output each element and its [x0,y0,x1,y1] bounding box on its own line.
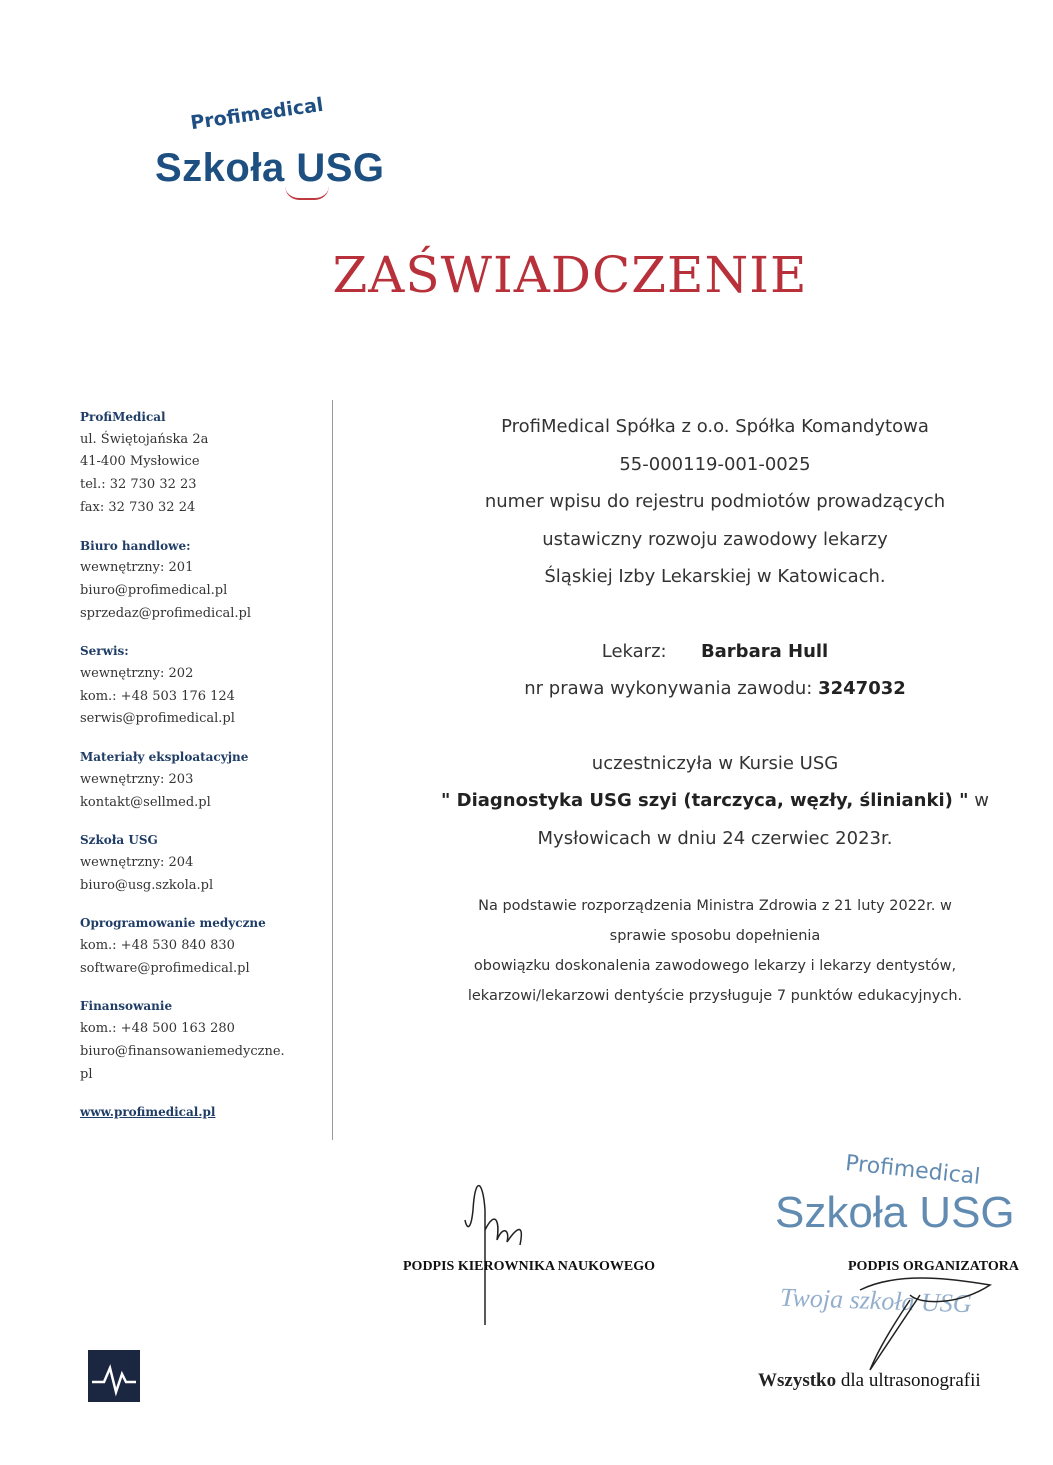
course-intro: uczestniczyła w Kursie USG [591,752,839,774]
contact-section [80,912,330,980]
contact-line: tel.: 32 730 32 23 [80,477,197,493]
contact-section [80,829,330,897]
contact-line[interactable]: kontakt@sellmed.pl [80,794,211,810]
contact-line: wewnętrzny: 204 [80,854,194,870]
contact-line[interactable]: biuro@usg.szkola.pl [80,877,214,893]
legal-line: sprawie sposobu dopełnienia [609,928,821,944]
logo-smile-icon [285,186,329,200]
website-link[interactable]: www.profimedical.pl [80,1105,216,1120]
contact-line: pl [80,1066,93,1082]
divider [332,400,333,1140]
contact-section-heading: Biuro handlowe: [80,538,191,553]
contact-section-heading: Materiały eksploatacyjne [80,750,249,765]
contact-line: kom.: +48 503 176 124 [80,688,235,704]
contact-line[interactable]: sprzedaz@profimedical.pl [80,605,252,621]
signature-label-organizer: PODPIS ORGANIZATORA [848,1259,1020,1274]
contact-line: wewnętrzny: 203 [80,771,194,787]
org-line: numer wpisu do rejestru podmiotów prowadzących [484,491,946,512]
registry-number: 55-000119-001-0025 [619,453,811,475]
contact-section [80,406,330,520]
signature-left [455,1170,545,1330]
org-line: ustawiczny rozwoju zawodowy lekarzy [542,528,888,550]
contact-line: fax: 32 730 32 24 [80,499,196,515]
legal-line: Na podstawie rozporządzenia Ministra Zdrowia z 21 luty 2022r. w [478,898,952,914]
slogan: Wszystko dla ultrasonografii [758,1370,981,1391]
contact-line: kom.: +48 500 163 280 [80,1021,235,1037]
contact-line: 41-400 Mysłowice [80,454,200,470]
contact-section [80,995,330,1086]
contact-section-heading: Finansowanie [80,999,173,1014]
org-name: ProfiMedical Spółka z o.o. Spółka Komandytowa [501,416,929,437]
contact-line: kom.: +48 530 840 830 [80,938,235,954]
certificate-body [420,412,1010,1011]
course-name: " Diagnostyka USG szyi (tarczyca, węzły, ślinianki) " [441,790,969,811]
course-place-date: Mysłowicach w dniu 24 czerwiec 2023r. [537,827,893,849]
doctor-row: Lekarz: Barbara Hull [601,640,829,662]
contact-section-heading: Oprogramowanie medyczne [80,916,266,931]
contact-line[interactable]: biuro@finansowaniemedyczne. [80,1043,285,1059]
logo-main-text: Szkoła USG [155,146,385,190]
doctor-name: Barbara Hull [700,640,829,662]
contact-line[interactable]: software@profimedical.pl [80,960,250,976]
contact-sidebar [80,406,330,1124]
contact-section-heading: Serwis: [80,644,129,659]
contact-section-heading: Szkoła USG [80,833,158,848]
signature-right [840,1265,1020,1375]
contact-line: wewnętrzny: 202 [80,666,194,682]
brand-mark-icon [88,1350,140,1402]
license-row: nr prawa wykonywania zawodu: 3247032 [524,678,906,699]
contact-section [80,640,330,731]
stamp: Profimedical Szkoła USG Twoja szkoła USG [775,1150,1015,1319]
contact-line[interactable]: serwis@profimedical.pl [80,711,235,727]
contact-line: ul. Świętojańska 2a [80,431,209,447]
contact-line: wewnętrzny: 201 [80,560,194,576]
signature-label-scientific: PODPIS KIEROWNIKA NAUKOWEGO [403,1259,656,1274]
logo-arc-text: Profimedical [189,93,325,135]
contact-section-heading: ProfiMedical [80,410,166,424]
contact-section [80,746,330,814]
course-name-row: " Diagnostyka USG szyi (tarczyca, węzły, ślinianki) " w [441,790,989,811]
document-title: ZAŚWIADCZENIE [332,246,808,304]
contact-section [80,535,330,626]
contact-line[interactable]: biuro@profimedical.pl [80,582,228,598]
license-number: 3247032 [818,678,906,699]
org-line: Śląskiej Izby Lekarskiej w Katowicach. [544,566,886,587]
legal-line: lekarzowi/lekarzowi dentyście przysługuje 7 punktów edukacyjnych. [467,988,963,1004]
legal-line: obowiązku doskonalenia zawodowego lekarzy i lekarzy dentystów, [473,958,957,974]
